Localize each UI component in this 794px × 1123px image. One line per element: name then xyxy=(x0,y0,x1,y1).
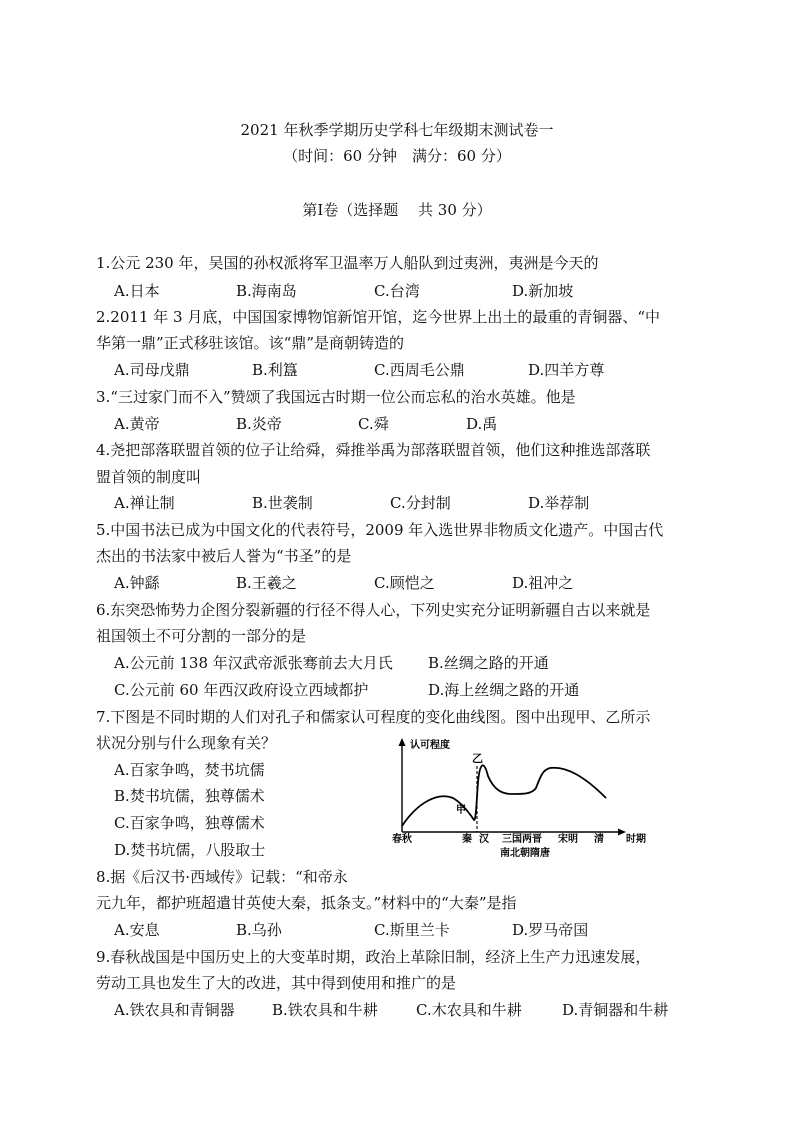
question-1-option-d[interactable]: D.新加坡 xyxy=(512,282,574,300)
question-5-option-d[interactable]: D.祖冲之 xyxy=(512,574,574,592)
tick-label: 清 xyxy=(594,834,604,845)
y-axis-label: 认可程度 xyxy=(410,740,450,751)
tick-label: 春秋 xyxy=(392,834,412,845)
y-axis-arrow xyxy=(399,738,406,746)
question-1-option-b[interactable]: B.海南岛 xyxy=(236,282,297,300)
confucianism-recognition-curve-figure xyxy=(388,732,658,862)
question-7-option-a[interactable]: A.百家争鸣，焚书坑儒 xyxy=(114,761,265,779)
question-6-option-c[interactable]: C.公元前 60 年西汉政府设立西域都护 xyxy=(114,681,369,699)
question-2-text: 2.2011 年 3 月底，中国国家博物馆新馆开馆，迄今世界上出土的最重的青铜器、“中 xyxy=(96,308,661,326)
x-axis-arrow xyxy=(618,829,626,836)
question-3-text: 3.“三过家门而不入”赞颂了我国远古时期一位公而忘私的治水英雄。他是 xyxy=(96,388,576,406)
question-2-option-b[interactable]: B.利簋 xyxy=(252,361,298,379)
question-3-option-c[interactable]: C.舜 xyxy=(358,415,389,433)
question-9-text-cont: 劳动工具也发生了大的改进，其中得到使用和推广的是 xyxy=(96,974,457,992)
tick-label: 宋明 xyxy=(558,834,578,845)
question-2-text-cont: 华第一鼎”正式移驻该馆。该“鼎”是商朝铸造的 xyxy=(96,334,405,352)
question-6-option-a[interactable]: A.公元前 138 年汉武帝派张骞前去大月氏 xyxy=(114,654,393,672)
question-5-text: 5.中国书法已成为中国文化的代表符号，2009 年入选世界非物质文化遗产。中国古代 xyxy=(96,521,664,539)
question-9-option-c[interactable]: C.木农具和牛耕 xyxy=(416,1001,522,1019)
question-6-option-d[interactable]: D.海上丝绸之路的开通 xyxy=(428,681,580,699)
tick-label: 汉 xyxy=(479,834,489,845)
question-3-option-a[interactable]: A.黄帝 xyxy=(114,415,160,433)
question-8-option-a[interactable]: A.安息 xyxy=(114,921,160,939)
question-6-text: 6.东突恐怖势力企图分裂新疆的行径不得人心，下列史实充分证明新疆自古以来就是 xyxy=(96,601,651,619)
recognition-curve xyxy=(402,765,606,826)
question-3-option-b[interactable]: B.炎帝 xyxy=(236,415,282,433)
question-6-option-b[interactable]: B.丝绸之路的开通 xyxy=(428,654,549,672)
mark-jia: 甲 xyxy=(456,805,466,816)
tick-label: 秦 xyxy=(462,834,472,845)
question-8-text-cont: 元九年，都护班超遣甘英使大秦，抵条支。”材料中的“大秦”是指 xyxy=(96,894,517,912)
question-7-option-d[interactable]: D.焚书坑儒，八股取士 xyxy=(114,841,266,859)
question-2-option-a[interactable]: A.司母戊鼎 xyxy=(114,361,190,379)
question-9-text: 9.春秋战国是中国历史上的大变革时期，政治上革除旧制，经济上生产力迅速发展， xyxy=(96,948,651,966)
x-axis-label: 时期 xyxy=(626,834,646,845)
question-1-text: 1.公元 230 年，吴国的孙权派将军卫温率万人船队到过夷洲，夷洲是今天的 xyxy=(96,254,599,272)
question-1-option-c[interactable]: C.台湾 xyxy=(374,282,420,300)
question-8-text: 8.据《后汉书·西域传》记载：“和帝永 xyxy=(96,868,348,886)
question-4-option-c[interactable]: C.分封制 xyxy=(390,494,451,512)
section-heading: 第Ⅰ卷（选择题 共 30 分） xyxy=(302,201,492,219)
question-5-option-b[interactable]: B.王羲之 xyxy=(236,574,297,592)
exam-subtitle: （时间：60 分钟 满分：60 分） xyxy=(283,147,511,165)
question-8-option-b[interactable]: B.乌孙 xyxy=(236,921,282,939)
question-4-option-d[interactable]: D.举荐制 xyxy=(528,494,590,512)
question-8-option-c[interactable]: C.斯里兰卡 xyxy=(374,921,450,939)
question-6-text-cont: 祖国领土不可分割的一部分的是 xyxy=(96,627,307,645)
question-4-option-b[interactable]: B.世袭制 xyxy=(252,494,313,512)
question-7-option-b[interactable]: B.焚书坑儒，独尊儒术 xyxy=(114,787,265,805)
exam-title: 2021 年秋季学期历史学科七年级期末测试卷一 xyxy=(240,121,554,139)
tick-sublabel: 南北朝隋唐 xyxy=(500,848,550,859)
question-5-option-c[interactable]: C.顾恺之 xyxy=(374,574,435,592)
mark-yi: 乙 xyxy=(472,752,483,765)
question-7-text-cont: 状况分别与什么现象有关？ xyxy=(96,734,277,752)
question-9-option-b[interactable]: B.铁农具和牛耕 xyxy=(272,1001,378,1019)
tick-label: 三国两晋 xyxy=(502,834,542,845)
question-3-option-d[interactable]: D.禹 xyxy=(466,415,498,433)
question-9-option-d[interactable]: D.青铜器和牛耕 xyxy=(562,1001,669,1019)
question-1-option-a[interactable]: A.日本 xyxy=(114,282,160,300)
question-2-option-c[interactable]: C.西周毛公鼎 xyxy=(374,361,465,379)
question-4-option-a[interactable]: A.禅让制 xyxy=(114,494,175,512)
question-5-text-cont: 杰出的书法家中被后人誉为“书圣”的是 xyxy=(96,547,352,565)
question-5-option-a[interactable]: A.钟繇 xyxy=(114,574,160,592)
question-4-text: 4.尧把部落联盟首领的位子让给舜，舜推举禹为部落联盟首领，他们这种推选部落联 xyxy=(96,441,651,459)
question-7-text: 7.下图是不同时期的人们对孔子和儒家认可程度的变化曲线图。图中出现甲、乙所示 xyxy=(96,708,651,726)
question-9-option-a[interactable]: A.铁农具和青铜器 xyxy=(114,1001,235,1019)
question-4-text-cont: 盟首领的制度叫 xyxy=(96,468,202,486)
question-8-option-d[interactable]: D.罗马帝国 xyxy=(512,921,589,939)
question-7-option-c[interactable]: C.百家争鸣，独尊儒术 xyxy=(114,814,265,832)
question-2-option-d[interactable]: D.四羊方尊 xyxy=(528,361,605,379)
